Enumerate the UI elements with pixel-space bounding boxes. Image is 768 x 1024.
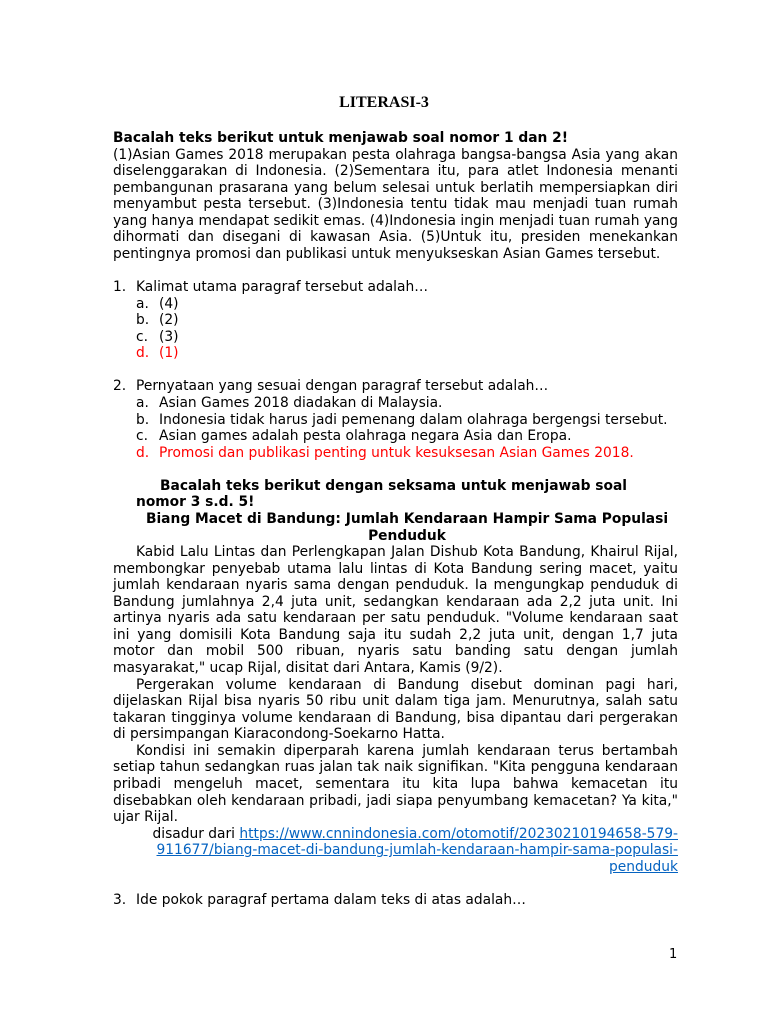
option-a [136, 296, 678, 313]
option-letter: d. [136, 345, 150, 362]
option-text: (1) [159, 345, 179, 362]
option-text: Promosi dan publikasi penting untuk kesuksesan Asian Games 2018. [159, 444, 634, 461]
option-c [136, 329, 678, 346]
question-text: Ide pokok paragraf pertama dalam teks di atas adalah… [136, 891, 526, 908]
source-link[interactable]: https://www.cnnindonesia.com/otomotif/20230210194658-579-911677/biang-macet-di-bandung-jumlah-kendaraan-hampir-sama-populasi-penduduk [156, 825, 678, 875]
option-list [136, 395, 678, 461]
option-letter: a. [136, 295, 149, 312]
question-row [113, 279, 678, 296]
question-row [113, 378, 678, 395]
part1-passage: (1)Asian Games 2018 merupakan pesta olahraga bangsa-bangsa Asia yang akan diselenggarakan di Indonesia. (2)Sementara itu, para atlet Indonesia menanti pembangunan prasarana yang belum selesai untuk berlatih mempersiapkan diri menyambut pesta tersebut. (3)Indonesia tentu tidak mau menjadi tuan rumah yang hanya mendapat sedikit emas. (4)Indonesia ingin menjadi tuan rumah yang dihormati dan disegani di kawasan Asia. (5)Untuk itu, presiden menekankan pentingnya promosi dan publikasi untuk menyukseskan Asian Games tersebut. [113, 146, 678, 262]
option-letter: c. [136, 428, 148, 445]
option-text: Asian games adalah pesta olahraga negara Asia dan Eropa. [159, 428, 572, 445]
option-text: Indonesia tidak harus jadi pemenang dalam olahraga bergengsi tersebut. [159, 411, 668, 428]
option-letter: a. [136, 395, 149, 411]
option-b [136, 412, 678, 429]
question-text: Pernyataan yang sesuai dengan paragraf tersebut adalah… [136, 378, 549, 395]
source-prefix: disadur dari [152, 825, 236, 842]
option-text: (2) [159, 312, 179, 329]
option-d [136, 345, 678, 362]
question-2 [113, 378, 678, 461]
option-letter: c. [136, 328, 148, 345]
option-a [136, 395, 678, 412]
page-number: 1 [669, 947, 678, 962]
option-text: (3) [159, 328, 179, 345]
option-letter: b. [136, 312, 150, 329]
option-letter: b. [136, 411, 150, 428]
option-c [136, 428, 678, 445]
article-paragraph-1: Kabid Lalu Lintas dan Perlengkapan Jalan Dishub Kota Bandung, Khairul Rijal, membongkar penyebab utama lalu lintas di Kota Bandung sering macet, yaitu jumlah kendaraan nyaris sama dengan penduduk. Ia mengungkap penduduk di Bandung jumlahnya 2,4 juta unit, sedangkan kendaraan ada 2,2 juta unit. Ini artinya nyaris ada satu kendaraan per satu penduduk. "Volume kendaraan saat ini yang domisili Kota Bandung saja itu sudah 2,2 juta unit, dengan 1,7 juta motor dan mobil 500 ribuan, nyaris satu banding satu dengan jumlah masyarakat," ucap Rijal, disitat dari Antara, Kamis (9/2). [113, 544, 678, 676]
question-1 [113, 279, 678, 362]
article-title: Biang Macet di Bandung: Jumlah Kendaraan Hampir Sama Populasi Penduduk [145, 510, 669, 544]
option-list [136, 296, 678, 362]
article-paragraph-2: Pergerakan volume kendaraan di Bandung disebut dominan pagi hari, dijelaskan Rijal bisa nyaris 50 ribu unit dalam tiga jam. Menurutnya, salah satu takaran tingginya volume kendaraan di Bandung, bisa dipantau dari pergerakan di persimpangan Kiaracondong-Soekarno Hatta. [113, 676, 678, 743]
question-number: 1. [113, 279, 127, 296]
option-b [136, 312, 678, 329]
option-text: Asian Games 2018 diadakan di Malaysia. [159, 395, 443, 411]
source-citation [150, 826, 678, 876]
question-text: Kalimat utama paragraf tersebut adalah… [136, 279, 429, 296]
part2-instruction: Bacalah teks berikut dengan seksama untuk menjawab soal nomor 3 s.d. 5! [136, 477, 628, 511]
question-number: 2. [113, 378, 127, 395]
page-title: LITERASI-3 [339, 94, 429, 111]
option-text: (4) [159, 295, 179, 312]
question-3 [113, 892, 678, 909]
page-content [113, 130, 678, 908]
option-letter: d. [136, 444, 150, 461]
article-paragraph-3: Kondisi ini semakin diperparah karena jumlah kendaraan terus bertambah setiap tahun sedangkan ruas jalan tak naik signifikan. "Kita pengguna kendaraan pribadi mengeluh macet, sementara itu kita lupa bahwa kemacetan itu disebabkan oleh kendaraan pribadi, jadi siapa penyumbang kemacetan? Ya kita," ujar Rijal. [113, 742, 678, 826]
part1-instruction: Bacalah teks berikut untuk menjawab soal nomor 1 dan 2! [113, 130, 569, 146]
question-row [113, 892, 678, 909]
question-number: 3. [113, 891, 127, 908]
option-d [136, 445, 678, 462]
